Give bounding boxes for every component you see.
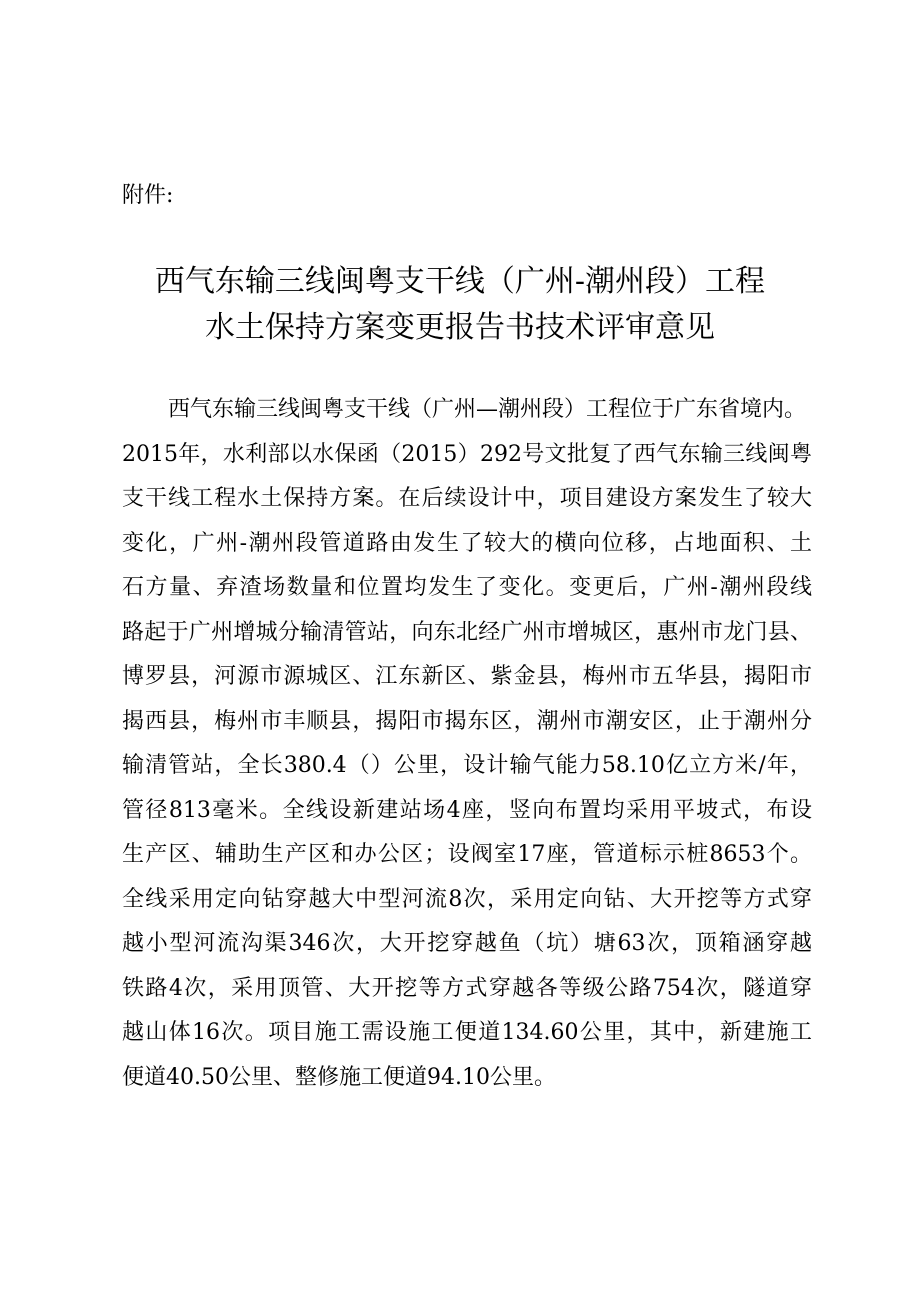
paragraph-line: 输清管站，全长380.4（）公里，设计输气能力58.10亿立方米/年，: [122, 753, 812, 778]
paragraph-line: 越小型河流沟渠346次，大开挖穿越鱼（坑）塘63次，顶箱涵穿越: [122, 931, 812, 956]
paragraph-line: 西气东输三线闽粤支干线（广州—潮州段）工程位于广东省境内。: [168, 397, 807, 422]
document-title-line-1: 西气东输三线闽粤支干线（广州-潮州段）工程: [154, 264, 766, 299]
paragraph-line: 越山体16次。项目施工需设施工便道134.60公里，其中，新建施工: [122, 1020, 812, 1045]
paragraph-line: 路起于广州增城分输清管站，向东北经广州市增城区，惠州市龙门县、: [122, 619, 812, 645]
paragraph-line: 铁路4次，采用顶管、大开挖等方式穿越各等级公路754次，隧道穿: [122, 975, 812, 1001]
body-paragraph: [122, 388, 812, 1100]
paragraph-line: 2015年，水利部以水保函（2015）292号文批复了西气东输三线闽粤: [122, 441, 812, 467]
document-title-line-2: 水土保持方案变更报告书技术评审意见: [205, 310, 715, 345]
paragraph-line: 支干线工程水土保持方案。在后续设计中，项目建设方案发生了较大: [122, 486, 812, 511]
paragraph-line: 变化，广州-潮州段管道路由发生了较大的横向位移，占地面积、土: [122, 530, 812, 556]
paragraph-line: 全线采用定向钻穿越大中型河流8次，采用定向钻、大开挖等方式穿: [122, 886, 812, 912]
attachment-label: 附件:: [122, 183, 174, 208]
paragraph-line: 便道40.50公里、整修施工便道94.10公里。: [122, 1064, 556, 1090]
paragraph-line: 石方量、弃渣场数量和位置均发生了变化。变更后，广州-潮州段线: [122, 575, 812, 600]
paragraph-line: 博罗县，河源市源城区、江东新区、紫金县，梅州市五华县，揭阳市: [122, 664, 812, 689]
paragraph-line: 揭西县，梅州市丰顺县，揭阳市揭东区，潮州市潮安区，止于潮州分: [122, 708, 812, 734]
paragraph-line: 生产区、辅助生产区和办公区；设阀室17座，管道标示桩8653个。: [122, 842, 812, 867]
paragraph-line: 管径813毫米。全线设新建站场4座，竖向布置均采用平坡式，布设: [122, 797, 812, 823]
